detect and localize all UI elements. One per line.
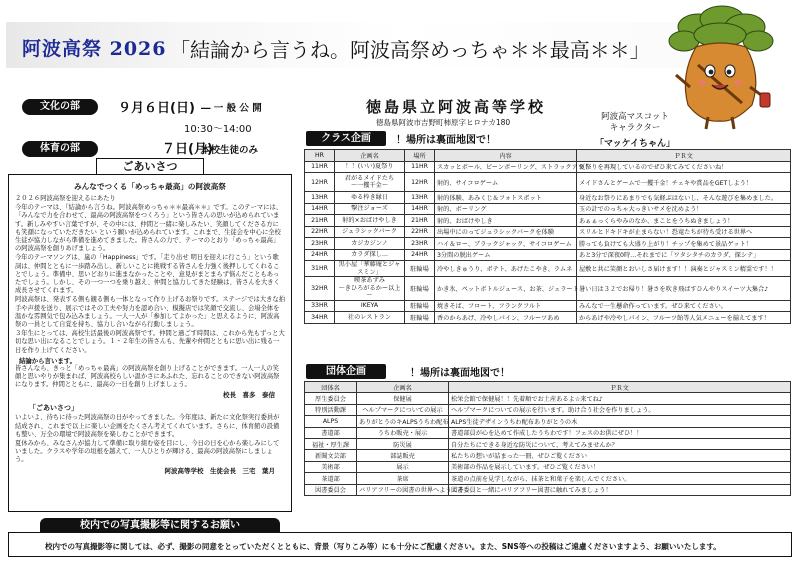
table-row [305,484,791,495]
cell-event-name: 射的×おばけやしき [335,215,405,227]
cell-place: 13HR [405,192,435,204]
cell-hr: 24HR [305,249,335,261]
cell-hr: 31HR [305,261,335,277]
cell-pr: あぁぁっくらやみのなか、まことをうちぬきましょう！ [577,215,791,227]
cell-event-name: ゆる枠き縁日 [335,192,405,204]
cell-group: 茶道部 [305,473,357,484]
cell-pr: スリルとドキドキが止まらない！恐竜たちが待ち受ける世界へ [577,226,791,238]
table-row [305,203,791,215]
cell-group: 書道部 [305,427,357,438]
greeting-paragraph: 阿波高祭は、発表する側も観る側も一体となって作り上げるお祭りです。ステージでは大きな拍手や声援を送り、展示ではその工夫や努力を認め合い、模擬店では笑顔で交流し、会場全体を温かな雰囲気で包み込みましょう。一人一人が「参加してよかった」と思えるように、阿波高祭の一員として自覚を持ち、協力し合いながら行動しましょう。 [15,296,286,329]
table-header-row [305,382,791,393]
cell-event-name: 撃注ジョーズ [335,203,405,215]
school-address: 徳島県阿波市吉野町柿原字ヒロナカ180 [376,118,511,127]
table-row [305,473,791,484]
cell-hr: 34HR [305,312,335,324]
cell-pr: 書道部員が心を込めて作成したうちわです！フェスのお供にぜひ！！ [449,427,791,438]
cell-place: 12HR [405,173,435,192]
header-group: 団体名 [305,382,357,393]
cell-event-name: バリアフリーの図書の世界へようこそ [357,484,449,495]
cell-place: 21HR [405,215,435,227]
cell-hr: 32HR [305,277,335,301]
cell-content: 射的、おばけやしき [435,215,577,227]
cell-pr: 自分たちにできる身近な防災について、考えてみませんか？ [449,438,791,449]
festival-theme: 「結論から言うね。阿波高祭めっちゃ＊＊最高＊＊」 [170,38,650,62]
cell-pr: 暑い日は３２でお帰り！暑さを吹き飛ばすひんやりスイーツ大集合♪ [577,277,791,301]
greeting-headline: みんなでつくる「めっちゃ最高」の阿波高祭 [74,182,226,191]
sports-note: 本校生徒のみ [201,145,259,156]
greeting-box [8,174,292,512]
greeting-paragraph: 今年のテーマソングは、嵐の「Happiness」です。「走り出せ 明日を迎えに行こう」という歌詞は、仲間とともに一歩踏み出し、新しいことに挑戦する皆さんを力強く後押ししてくれることでしょう。準備中、思いどおりに進まなかったことや、意見がまとまらず悩んだこともあったでしょう。しかし、その一つ一つを乗り越え、仲間と協力してきた経験は、皆さんを大きく成長させてくれます。 [15,254,280,295]
cell-hr: 21HR [305,215,335,227]
culture-time: 10:30～14:00 [184,124,252,135]
table-row [305,215,791,227]
cell-hr: 33HR [305,300,335,312]
photo-notice-body: 校内での写真撮影等に関しては、必ず、撮影の同意をとっていただくとともに、背景（写りこみ等）にも十分にご配慮ください。また、SNS等への投稿はご遠慮くださいますよう、お願いいたします。 [8,532,792,557]
mascot-caption [580,112,690,134]
cell-hr: 12HR [305,173,335,192]
header-hr: HR [305,150,335,162]
cell-pr: ALPS生徒デザインうちわ配布ありがとうの木 [449,416,791,427]
cell-content: 香のからあげ、冷やしパイン、フルーツあめ [435,312,577,324]
cell-event-name: 防災展 [357,438,449,449]
greeting-paragraph: ３年生にとっては、高校生活最後の阿波高祭です。仲間と過ごす時間は、これから先もずっと大切な思い出になることでしょう。１・２年生の皆さんも、先輩や仲間とともに思い出に残る一日を作り上げてください。 [15,330,285,354]
cell-event-name: 展示 [357,461,449,472]
table-row [305,312,791,324]
cell-place: 24HR [405,249,435,261]
cell-event-name: 社のレストラン [335,312,405,324]
cell-pr: 屋敷と共に笑顔とおいしさ届けます！！演奏とジャスミン精霊です！！ [577,261,791,277]
greeting-subheading: 結論から言います。 [19,356,77,365]
cell-event-name: ヘルプマークについての展示 [357,404,449,415]
cell-pr: 松栄会館で保健展！！先着順でお土産あるよ☆来てね♪ [449,393,791,404]
cell-group: 特別活動課 [305,404,357,415]
cell-place: 駐輪場 [405,277,435,301]
cell-content: 3分間の脱出ゲーム [435,249,577,261]
cell-event-name: うちわ販売・展示 [357,427,449,438]
cell-place: 14HR [405,203,435,215]
table-row [305,450,791,461]
cell-event-name: ！！(いい)夏祭り [335,161,405,173]
cell-event-name: 喫茶あずみ ～きひろがるかー以上～ [335,277,405,301]
cell-pr: メイドさんとゲームで一攫千金！チェキや賞品をGETしよう！ [577,173,791,192]
cell-content: 焼きそば、フロート、フランクフルト [435,300,577,312]
mascot-caption-line-2: キャラクター [609,123,661,133]
cell-pr: 夏祭りを再現しているのでぜひ来てみてくださいね！ [577,161,791,173]
table-row [305,393,791,404]
cell-event-name: カラダ探し… [335,249,405,261]
cell-group: 福祉・厚生課 [305,438,357,449]
header-pr: ＰＲ文 [449,382,791,393]
cell-pr: 図書委員と一緒にバリアフリー図書に触れてみましょう！ [449,484,791,495]
cell-place: 22HR [405,226,435,238]
cell-hr: 23HR [305,238,335,250]
culture-date: ９月６日(日) [118,101,195,116]
table-row [305,300,791,312]
cell-event-name: ジュラシックパーク [335,226,405,238]
cell-pr: 茶道の点前を見学しながら、抹茶と和菓子を楽しんでください。 [449,473,791,484]
cell-content: 冷やしきゅうり、ポテト、あげたこやき、ラムネ [435,261,577,277]
cell-pr: 私たちの想いが詰まった一冊、ぜひご覧ください [449,450,791,461]
header-event-name: 企画名 [335,150,405,162]
table-row [305,277,791,301]
cell-group: 新聞文芸部 [305,450,357,461]
cell-pr: 身近なお祭りにあまりでも気軽ぶはないし、そんな遊びを集めました。 [577,192,791,204]
principal-signature: 校長 喜多 泰信 [223,391,275,400]
cell-place: 駐輪場 [405,312,435,324]
cell-pr: みんなで一生懸命作っています。ぜひ来てください。 [577,300,791,312]
table-row [305,249,791,261]
student-greeting-heading: 「ごあいさつ」 [29,404,78,413]
cell-hr: 11HR [305,161,335,173]
sports-section-label: 体育の部 [22,141,98,157]
cell-place: 11HR [405,161,435,173]
header-place: 場所 [405,150,435,162]
table-row [305,226,791,238]
cell-place: 駐輪場 [405,300,435,312]
culture-section-label: 文化の部 [22,99,98,115]
table-header-row [305,150,791,162]
header-pr: ＰＲ文 [577,150,791,162]
cell-content: 射的、サイコロゲーム [435,173,577,192]
cell-event-name: 茶席 [357,473,449,484]
culture-public-note: ― 一 般 公 開 [201,103,262,114]
table-row [305,238,791,250]
table-row [305,173,791,192]
festival-name: 阿波高祭 2026 [22,38,167,60]
cell-hr: 13HR [305,192,335,204]
header-content: 内容 [435,150,577,162]
cell-pr: ヘルプマークについての展示を行います。助け合う社会を作りましょう。 [449,404,791,415]
group-map-note: ！場所は裏面地図で！ [410,368,510,379]
table-row [305,404,791,415]
school-name: 徳島県立阿波高等学校 [366,98,547,116]
president-signature: 阿波高等学校 生徒会長 三宅 葉月 [164,466,275,475]
group-section-label: 団体企画 [306,364,386,379]
cell-event-name: 保健展 [357,393,449,404]
greeting-title: ごあいさつ [96,158,204,175]
cell-event-name: カジカジンノ [335,238,405,250]
cell-event-name: ありがとうのキALPSうちわ配布 [357,416,449,427]
cell-content: スカッとボール、ビーンボーリング、ストラックアウト [435,161,577,173]
table-row [305,161,791,173]
greeting-paragraph: 夏休みから、みなさんが協力して準備に取り組む姿を目にし、今日の日を心から楽しみにしていました。クラスや学年の垣根を越えて、一人ひとりが輝ける、最高の阿波高祭にしましょう。 [15,440,280,464]
greeting-paragraph: ２０２６阿波高祭を迎えるにあたり [15,195,116,202]
cell-place: 駐輪場 [405,261,435,277]
photo-notice-title: 校内での写真撮影等に関するお願い [40,518,280,533]
cell-hr: 14HR [305,203,335,215]
cell-pr: 勝っても負けても大盛り上がり！チップを集めて景品ゲット！ [577,238,791,250]
table-row [305,461,791,472]
table-row [305,261,791,277]
cell-content: かき氷、ペットボトルジュース、お茶、ジェラート [435,277,577,301]
cell-event-name: 部誌販売 [357,450,449,461]
cell-group: 厚生委員会 [305,393,357,404]
cell-place: 23HR [405,238,435,250]
mascot-name: 「マッケイちゃん」 [594,139,675,149]
cell-pr: からあげや冷やしパイン、フルーツ飴等人気メニューを揃えてます！ [577,312,791,324]
group-events-table [304,381,791,496]
table-row [305,438,791,449]
class-section-label: クラス企画 [306,131,386,146]
table-row [305,427,791,438]
cell-content: 射的、ボーリング [435,203,577,215]
header-event-name: 企画名 [357,382,449,393]
cell-pr: 玉の計でのっちゃ大っきいサメを沈めよう！ [577,203,791,215]
mascot-caption-line-1: 阿波高マスコット [601,112,669,122]
cell-content: ハイ＆ロー、ブラックジャック、サイコロゲーム [435,238,577,250]
class-events-table [304,149,791,324]
cell-event-name: 君がるメイドたち ～一攫千金～ [335,173,405,192]
cell-group: ALPS [305,416,357,427]
table-row [305,192,791,204]
cell-pr: 美術部の作品を展示しています。ぜひご覧ください！ [449,461,791,472]
cell-group: 美術部 [305,461,357,472]
cell-content: 射的体験、あみくじ＆フォトスポット [435,192,577,204]
greeting-paragraph: 皆さんなら、きっと「めっちゃ最高」の阿波高祭を創り上げることができます。一人一人の笑顔と思いやりが集まれば、阿波高校らしい温かさにあふれた、忘れることのできない阿波高祭になります。仲間とともに、最高の一日を創り上げましょう。 [15,364,280,389]
cell-event-name: 黒小屋「華藤庵とジャスミン」 [335,261,405,277]
cell-content: 出場中にのってジュラシックパークを体験 [435,226,577,238]
cell-event-name: IKEYA [335,300,405,312]
table-row [305,416,791,427]
greeting-paragraph: 今年のテーマは、『結論から言うね。阿波高祭めっちゃ＊＊最高＊＊』です。このテーマには、「みんなで力を合わせて、最高の阿波高祭をつくろう」という皆さんの思いが込められています。新しみやすい言葉ですが、その中には、仲間と一緒に楽しみたい、笑顔してくださる方にも笑顔になっていただきたい という願いが込められています。これまで、生徒会を中心に全校生徒が協力しながら準備を進めてきました。皆さんの力で、テーマのとおり「めっちゃ最高」の阿波高祭を創りあげましょう。 [15,204,283,253]
greeting-paragraph: いよいよ、待ちに待った阿波高祭の日がやってきました。今年度は、新たに文化祭実行委員が結成され、これまで以上に楽しい企画をたくさん考えてくれています。さらに、体育館の設備も整い、万全の環境で阿波高祭を楽しむことができます。 [15,414,280,438]
class-map-note: ！場所は裏面地図で！ [396,135,496,146]
mascot-body [676,43,770,129]
cell-group: 図書委員会 [305,484,357,495]
cell-hr: 22HR [305,226,335,238]
sports-date: ７日(月) [162,142,213,157]
cell-pr: あと3分で深夜0時…それまでに「ワタシタチのカラダ、探シテ」 [577,249,791,261]
